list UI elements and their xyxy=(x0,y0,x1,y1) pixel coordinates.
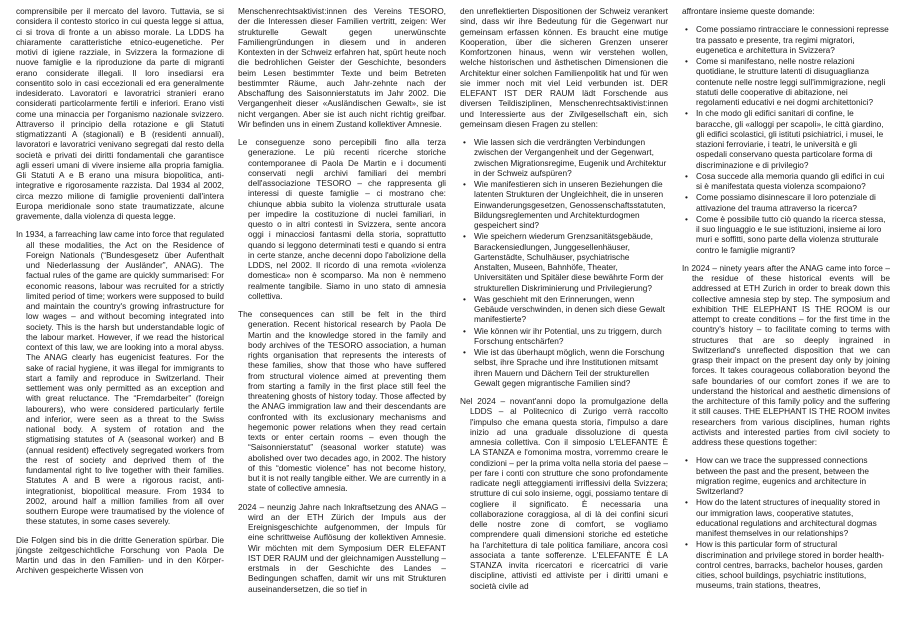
italian-paragraph-consequences xyxy=(238,137,446,301)
list-item: • Wie speichern wiederum Grenzsanitätsgebäude, Barackensiedlungen, Junggesellenhäuser, Gartenstädte, Schulhäuser, psychiatrische Anstalten, Museen, Bahnhöfe, Theater, Universitäten und Spitäler diese bewährte Form der strukturellen Diskriminierung und Privilegierung? xyxy=(460,231,668,293)
list-item: • Come si manifestano, nelle nostre relazioni quotidiane, le strutture latenti di disuguaglianza contenute nelle nostre leggi sull'immigrazione, negli statuti delle cooperative di abitazione, nei regolamenti educativi e nei dogmi architettonici? xyxy=(682,56,890,107)
italian-paragraph-2024 xyxy=(460,396,668,591)
list-item: • Wie ist das überhaupt möglich, wenn die Forschung selbst, ihre Sprache und ihre Institutionen mitsamt ihren Mauern und Dächern Teil der strukturellen Gewalt gegen migrantische Familien sind? xyxy=(460,347,668,388)
paragraph-lead: The consequences can still be felt in the third generation. xyxy=(238,309,446,330)
paragraph-body: Recent historical research by Paola De Martin and the knowledge stored in the family and body archives of the TESORO association, a human rights organisation that represents the interests of these families, show that those who have suffered from structural violence aimed at preventing them from starting a family in the first place still feel the threatening ghosts of history today. Those affected by the ANAG immigration law and their descendants are confronted with its exclusionary mechanisms and hegemonic power relations when they read certain texts or enter certain rooms – even though the “Saisonnierstatut” (seasonal worker statute) was abolished over two decades ago, in 2002. The history of this “domestic violence” has not become history, but it is not really tangible either. We are currently in a state of collective amnesia. xyxy=(248,319,447,494)
paragraph-lead: Nel 2024 – xyxy=(460,396,506,406)
paragraph-lead: 2024 – xyxy=(238,501,265,512)
list-item: • Come è possibile tutto ciò quando la ricerca stessa, il suo linguaggio e le sue istituzioni, insieme ai loro muri e soffitti, sono parte della violenza strutturale contro le famiglie migranti? xyxy=(682,214,890,255)
paragraph-body: novant'anni dopo la promulgazione della LDDS – al Politecnico di Zurigo verrà raccolto l'impulso che emana questa storia, l'impulso a dare inizio ad una graduale dissoluzione di questa amnesia collettiva. Con il simposio L'ELEFANTE È LA STANZA e l'omonima mostra, vorremmo creare le condizioni – per la prima volta nella storia del paese – per fare i conti con strutture che sono profondamente radicate negli atteggiamenti irriflessivi della Svizzera; strutture di cui solo insieme, oggi, possiamo tentare di cogliere il significato. È necessaria una collaborazione coraggiosa, al di là dei confini sicuri delle nostre zone di comfort, se vogliamo comprendere quali dimensioni storiche ed estetiche ha l'architettura di tale politica familiare, ancora così associata a tante sofferenze. L'ELEFANTE È LA STANZA invita ricercatori e ricercatrici di varie discipline, attivisti ed attiviste per i diritti umani e società civile ad xyxy=(470,396,668,591)
paragraph-body: Die jüngste zeitgeschichtliche Forschung von Paola De Martin und das in den Familien- und in den Körper-Archiven gespeicherte Wissen von xyxy=(16,534,224,576)
german-paragraph-consequences xyxy=(16,535,224,576)
german-paragraph-continued: den unreflektierten Dispositionen der Schweiz verankert sind, dass wir ihre Bedeutung für die Gegenwart nur gemeinsam erfassen können. Es braucht eine mutige Kooperation, über die sicheren Grenzen unserer Komfortzonen hinaus, wenn wir verstehen wollen, welche historischen und ästhetischen Dimensionen die Architektur einer solchen Familienpolitik hat und für wen sie immer noch mit viel Leid verbunden ist. DER ELEFANT IST DER RAUM lädt Forschende aus diversen Teildisziplinen, Menschenrechtsaktivist:innen und Interessierte aus der Zivilgesellschaft ein, sich gemeinsam diesen Fragen zu stellen: xyxy=(460,6,668,129)
paragraph-body: Le più recenti ricerche storiche contemporanee di Paola De Martin e i documenti conservati negli archivi familiari dei membri dell'associazione TESORO – che rappresenta gli interessi di queste famiglie – ci mostrano che: chiunque abbia subito la violenza strutturale usata per impedire la costituzione di nuclei familiari, in questo o in altri contesti in Svizzera, sente ancora oggi i minacciosi fantasmi della storia, soprattutto quando si leggono determinati testi e quando si entra in certe stanze, anche decenni dopo l'abolizione della LDDS, nel 2002. Il ricordo di una remota «violenza domestica» non è scomparso. Ma non è nemmeno realmente tangibile. Siamo in uno stato di amnesia collettiva. xyxy=(248,147,446,301)
english-paragraph-1934 xyxy=(16,229,224,527)
list-item: • In che modo gli edifici sanitari di confine, le baracche, gli «alloggi per scapoli», le città giardino, gli edifici scolastici, gli istituti psichiatrici, i musei, le stazioni ferroviarie, i teatri, le università e gli ospedali conservano questa particolare forma di discriminazione e di privilegio? xyxy=(682,108,890,170)
german-paragraph-2024 xyxy=(238,501,446,594)
paragraph-lead: In 1934, xyxy=(16,229,47,240)
list-item: • How can we trace the suppressed connections between the past and the present, between the migration regime, eugenics and architecture in Switzerland? xyxy=(682,455,890,496)
list-item: • Wie manifestieren sich in unseren Beziehungen die latenten Strukturen der Ungleichheit, die in unseren Einwanderungsgesetzen, Genossenschaftsstatuten, Bildungsreglementen und Architekturdogmen gespeichert sind? xyxy=(460,179,668,230)
column-3 xyxy=(460,6,668,638)
paragraph-body: a farreaching law came into force that regulated all these modalities, the Act on the Residence of Foreign Nationals (“Bundesgesetz über Aufenthalt und Niederlassung der Ausländer”, ANAG). The factual rules of the game are quickly summarised: For economic reasons, labour was recruited for a strictly limited period of time; workers were supposed to build and maintain the country's growing infrastructure for low wages – and without becoming integrated into society. This is the harsh but understandable logic of the labour market. However, if we read the historical context of this law, we are looking into a moral abyss. The ANAG clearly has eugenicist features. For the sake of racial hygiene, it was illegal for immigrants to start a family and reproduce in Switzerland. Their settlement was only permitted as an exception and with great reluctance. The “Fremdarbeiter” (foreign labourers), who were considered particularly fertile and inferior, were seen as a threat to the Swiss national body. A system of rotation and the stigmatising statutes of A (seasonal worker) and B (annual resident) effectively segregated workers from the rest of society and deprived them of the fundamental right to live together with their families. Statutes A and B were a rigorous racist, anti-integrationist, biopolitical measure. From 1934 to 2002, around half a million families from all over southern Europe were traumatised by the violence of these statutes, in some cases severely. xyxy=(26,229,224,527)
list-item: • Was geschieht mit den Erinnerungen, wenn Gebäude verschwinden, in denen sich diese Gewalt manifestierte? xyxy=(460,294,668,325)
list-item: • Come possiamo disinnescare il loro potenziale di attivazione del trauma attraverso la ricerca? xyxy=(682,192,890,213)
italian-paragraph-continued: affrontare insieme queste domande: xyxy=(682,6,815,16)
german-question-list xyxy=(460,137,668,388)
list-item: • Come possiamo rintracciare le connessioni represse tra passato e presente, tra regimi migratori, eugenetica e architettura in Svizzera? xyxy=(682,24,890,55)
paragraph-lead: Die Folgen sind bis in die dritte Generation spürbar. xyxy=(16,534,209,545)
list-item: • Wie lassen sich die verdrängten Verbindungen zwischen der Vergangenheit und der Gegenwart, zwischen Migrationsregime, Eugenik und Architektur in der Schweiz aufspüren? xyxy=(460,137,668,178)
paragraph-lead: Le conseguenze sono percepibili fino alla terza generazione. xyxy=(238,137,446,158)
list-item: • How do the latent structures of inequality stored in our immigration laws, cooperative statutes, educational regulations and architectural dogmas manifest themselves in our relationships? xyxy=(682,497,890,538)
english-question-list xyxy=(682,455,890,590)
italian-question-list xyxy=(682,24,890,255)
column-2 xyxy=(238,6,446,638)
list-item: • How is this particular form of structural discrimination and privilege stored in border health-control centres, barracks, bachelor houses, garden cities, school buildings, psychiatric institutions, museums, train stations, theatres, xyxy=(682,539,890,590)
paragraph-body: neunzig Jahre nach Inkraftsetzung des ANAG – wird an der ETH Zürich der Impuls aus der Ereignisgeschichte aufgenommen, der Impuls für eine schrittweise Auflösung der kollektiven Amnesie. Wir möchten mit dem Symposium DER ELEFANT IST DER RAUM und der gleichnamigen Ausstellung – erstmals in der Geschichte des Landes – Bedingungen schaffen, damit wir uns mit Strukturen auseinandersetzen, die so tief in xyxy=(248,501,446,594)
paragraph-lead: In 2024 – xyxy=(682,262,718,273)
column-4 xyxy=(682,6,890,638)
italian-paragraph-continued: comprensibile per il mercato del lavoro. Tuttavia, se si considera il contesto storico in cui questa legge si attua, ci si trova di fronte a un abisso morale. La LDDS ha chiaramente caratteristiche etnico-eugenetiche. Per motivi di igiene razziale, in Svizzera la formazione di nuove famiglie e la riproduzione da parte di migranti erano considerate illegali. Il loro insediarsi era consentito solo in casi eccezionali ed era generalmente indesiderato. Lavoratori e lavoratrici stranieri erano considerati particolarmente fertili e inferiori. Erano visti come una minaccia per l'organismo nazionale svizzero. Attraverso il principio della rotazione e gli Statuti stigmatizzanti A (stagionali) e B (residenti annuali), lavoratori e lavoratrici venivano segregati dal resto della società e privati dei diritti fondamentali che garantisce agli esseri umani di vivere insieme alla propria famiglia. Gli Statuti A e B erano una misura biopolitica, anti-integrative e rigorosamente razzista. Dal 1934 al 2002, circa mezzo milione di famiglie provenienti dall'intera Europa meridionale sono state traumatizzate, alcune gravemente, dalla violenza di questa legge. xyxy=(16,6,224,221)
paragraph-body: ninety years after the ANAG came into force – the residue of these historical events will be addressed at ETH Zurich in order to break down this collective amnesia step by step. The symposium and exhibition THE ELEPHANT IS THE ROOM is our attempt to create conditions – for the first time in the country's history – to facilitate coming to terms with structures that are so deeply ingrained in Switzerland's unreflected disposition that we can grasp their impact on the present day only by joining forces. It takes courageous collaboration beyond the safe boundaries of our comfort zones if we are to understand the historical and aesthetic dimensions of the architecture of this family policy and the suffering it still causes. THE ELEPHANT IS THE ROOM invites researchers from various disciplines, human rights activists and interested parties from civil society to address these questions together: xyxy=(692,262,890,447)
english-paragraph-consequences xyxy=(238,309,447,494)
english-paragraph-2024 xyxy=(682,262,890,448)
list-item: • Cosa succede alla memoria quando gli edifici in cui si è manifestata questa violenza scompaiono? xyxy=(682,171,890,192)
column-1 xyxy=(16,6,224,638)
german-paragraph-continued: Menschenrechtsaktivist:innen des Vereins TESORO, der die Interessen dieser Familien vertritt, zeigen: Wer strukturelle Gewalt gegen unerwünschte Familiengründungen in diesem und in anderen Kontexten in der Schweiz erfahren hat, spürt heute noch die bedrohlichen Geister der Geschichte, besonders beim Lesen bestimmter Texte und beim Betreten bestimmter Räume, auch Jahr-zehnte nach der Abschaffung des Saisonnierstatuts im Jahr 2002. Die Vergangenheit dieser «Ausländischen Gewalt», sie ist nicht vergangen. Aber sie ist auch nicht richtig greifbar. Wir befinden uns in einem Zustand kollektiver Amnesie. xyxy=(238,6,446,129)
list-item: • Wie können wir ihr Potential, uns zu triggern, durch Forschung entschärfen? xyxy=(460,326,668,347)
